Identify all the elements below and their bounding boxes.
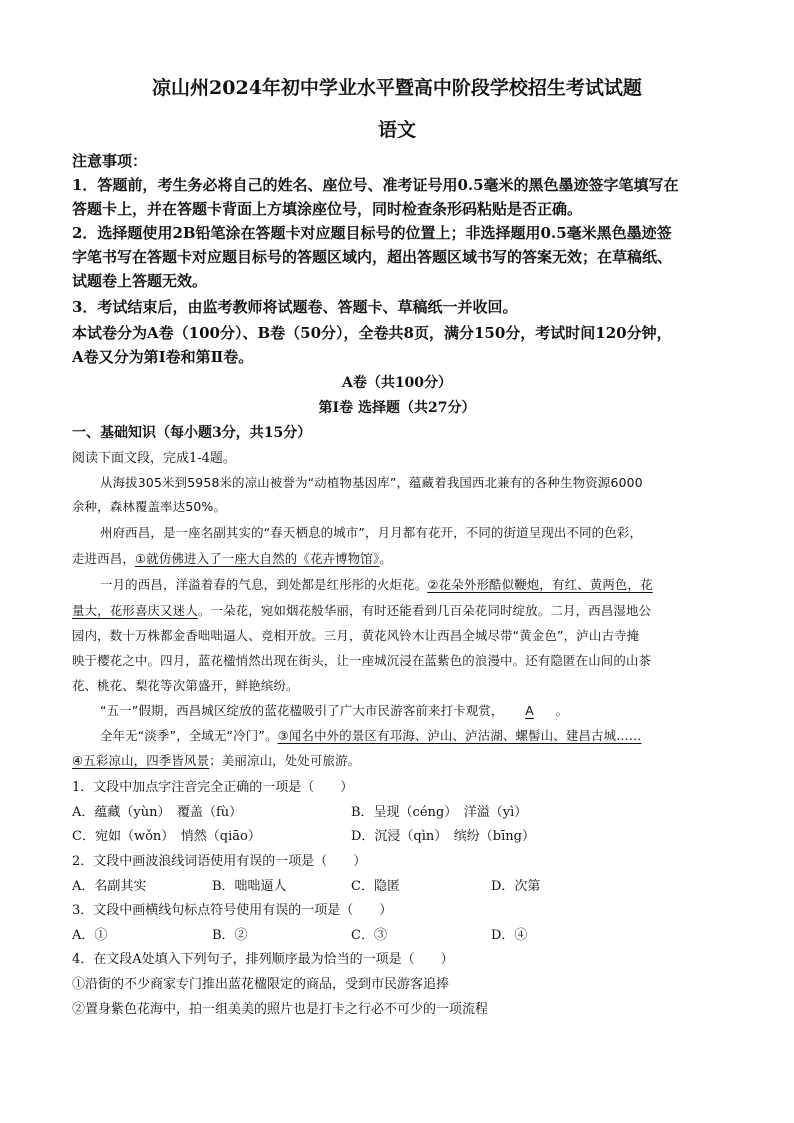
notes-heading: 注意事项：	[72, 152, 148, 170]
passage-p1-line-2: 余种，森林覆盖率达50%。	[72, 499, 227, 514]
q2-option-a: A．名副其实	[72, 879, 147, 894]
passage-text: 走进西昌，	[72, 551, 135, 566]
passage-text: 全年无“淡季”，全域无“冷门”。	[100, 728, 278, 743]
passage-p2-line-1: 州府西昌，是一座名副其实的“春天栖息的城市”，月月都有花开，不同的街道呈现出不同的色彩，	[100, 525, 643, 540]
passage-p3-line-2	[72, 601, 722, 619]
exam-info-line-2: A卷又分为第Ⅰ卷和第Ⅱ卷。	[72, 348, 254, 366]
q3-option-d: D．④	[491, 928, 528, 943]
passage-text: 。	[555, 703, 569, 718]
underlined-sentence-1: ①就仿佛进入了一座大自然的《花卉博物馆》	[134, 551, 380, 566]
q4-sentence-1: ①沿街的不少商家专门推出蓝花楹限定的商品，受到市民游客追捧	[72, 977, 450, 992]
passage-p5-line-1	[100, 726, 725, 744]
passage-p2-line-2	[72, 549, 722, 567]
passage-text: 一月的西昌，洋溢着春的气息，到处都是红彤彤的火炬花。	[100, 577, 428, 592]
q1-option-b: B．呈现（céng） 洋溢（yì）	[351, 805, 528, 820]
q3-option-b: B．②	[212, 928, 248, 943]
underlined-sentence-2-cont: 量大，花形喜庆又迷人	[72, 603, 198, 618]
q1-option-c: C．宛如（wǒn） 悄然（qiāo）	[72, 829, 261, 844]
passage-p3-line-4: 映于樱花之中。四月，蓝花楹悄然出现在街头，让一座城沉浸在蓝紫色的浪漫中。还有隐匿在山间的山茶	[72, 653, 652, 668]
underlined-sentence-2: ②花朵外形酷似鞭炮，有红、黄两色，花	[427, 577, 653, 592]
q2-option-c: C．隐匿	[351, 879, 400, 894]
passage-p3-line-5: 花、桃花、梨花等次第盛开，鲜艳缤纷。	[72, 678, 299, 693]
exam-title: 凉山州2024年初中学业水平暨高中阶段学校招生考试试题	[152, 77, 642, 99]
q2-option-d: D．次第	[491, 879, 541, 894]
question-4: 4．在文段A处填入下列句子，排列顺序最为恰当的一项是（ ）	[72, 952, 454, 967]
note-1-line-1: 1．答题前，考生务必将自己的姓名、座位号、准考证号用0.5毫米的黑色墨迹签字笔填写在	[72, 176, 679, 194]
note-3: 3．考试结束后，由监考教师将试题卷、答题卡、草稿纸一并收回。	[72, 298, 518, 316]
q1-option-d: D．沉浸（qìn） 缤纷（bīng）	[351, 829, 535, 844]
question-2: 2．文段中画波浪线词语使用有误的一项是（ ）	[72, 854, 367, 869]
underlined-sentence-3: ③闻名中外的景区有邛海、泸山、泸沽湖、螺髻山、建昌古城……	[277, 728, 642, 743]
note-2-line-3: 试题卷上答题无效。	[72, 272, 208, 290]
subject-title: 语文	[377, 119, 416, 141]
passage-p3-line-1	[100, 575, 720, 593]
passage-text: 。	[379, 551, 392, 566]
exam-info-line-1: 本试卷分为A卷（100分）、B卷（50分），全卷共8页，满分150分，考试时间120分钟，	[72, 324, 672, 342]
note-1-line-2: 答题卡上，并在答题卡背面上方填涂座位号，同时检查条形码粘贴是否正确。	[72, 200, 583, 218]
passage-p4	[100, 701, 720, 719]
basic-knowledge-heading: 一、基础知识（每小题3分，共15分）	[72, 425, 312, 441]
q1-option-a: A．蕴藏（yùn） 覆盖（fù）	[72, 805, 243, 820]
passage-p5-line-2	[72, 751, 722, 769]
passage-p3-line-3: 园内，数十万株都金香咄咄逼人、竞相开放。三月，黄花风铃木让西昌全城尽带“黄金色”，泸山古寺掩	[72, 628, 640, 643]
blank-a: A	[525, 703, 534, 718]
q3-option-c: C．③	[351, 928, 387, 943]
q3-option-a: A．①	[72, 928, 108, 943]
q2-option-b: B．咄咄逼人	[212, 879, 287, 894]
question-3: 3．文段中画横线句标点符号使用有误的一项是（ ）	[72, 903, 393, 918]
part-1-heading: 第Ⅰ卷 选择题（共27分）	[318, 400, 476, 416]
q4-sentence-2: ②置身紫色花海中，拍一组美美的照片也是打卡之行必不可少的一项流程	[72, 1002, 489, 1017]
passage-p1-line-1: 从海拔305米到5958米的凉山被誉为“动植物基因库”，蕴藏着我国西北兼有的各种生物资源6000	[100, 475, 643, 490]
passage-text: ；美丽凉山，处处可旅游。	[209, 753, 361, 768]
underlined-sentence-4: ④五彩凉山，四季皆风景	[72, 753, 210, 768]
section-a-heading: A卷（共100分）	[341, 375, 453, 391]
passage-text: “五一”假期，西昌城区绽放的蓝花楹吸引了广大市民游客前来打卡观赏，	[100, 703, 504, 718]
note-2-line-2: 字笔书写在答题卡对应题目标号的答题区域内，超出答题区域书写的答案无效；在草稿纸、	[72, 248, 673, 266]
question-1: 1．文段中加点字注音完全正确的一项是（ ）	[72, 780, 354, 795]
passage-text: 。一朵花，宛如烟花般华丽，有时还能看到几百朵花同时绽放。二月，西昌湿地公	[197, 603, 652, 618]
reading-intro: 阅读下面文段，完成1-4题。	[72, 451, 236, 466]
note-2-line-1: 2．选择题使用2B铅笔涂在答题卡对应题目标号的位置上；非选择题用0.5毫米黑色墨迹签	[72, 224, 672, 242]
